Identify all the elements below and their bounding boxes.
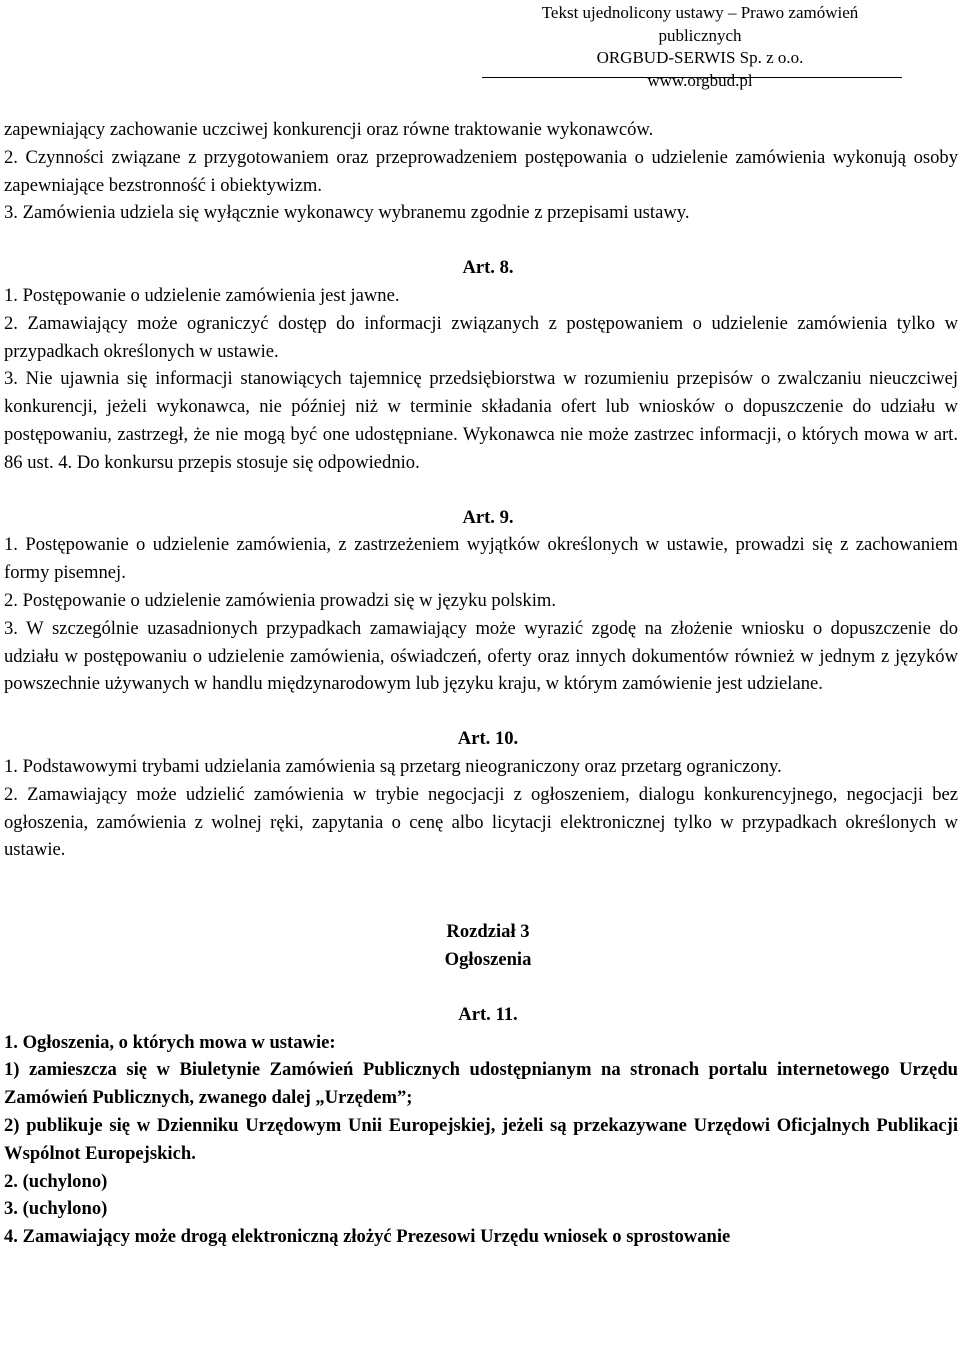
- paragraph-art8-1: 1. Postępowanie o udzielenie zamówienia jest jawne.: [4, 284, 400, 306]
- article-11-heading: Art. 11.: [458, 1003, 518, 1025]
- article-9-heading: Art. 9.: [462, 506, 514, 528]
- article-10-heading: Art. 10.: [457, 728, 519, 750]
- article-8-heading: Art. 8.: [462, 257, 514, 279]
- paragraph-art8-3: 3. Nie ujawnia się informacji stanowiących tajemnicę przedsiębiorstwa w rozumieniu przepisów o zwalczaniu nieuczciwej konkurencji, jeżeli wykonawca, nie później niż w terminie składania ofert lub wniosków o dopuszczenie do udziału w postępowaniu, zastrzegł, że nie mogą być one udostępniane. Wykonawca nie może zastrzec informacji, o których mowa w art. 86 ust. 4. Do konkursu przepis stosuje się odpowiednio.: [4, 368, 958, 473]
- document-body: [4, 116, 958, 1251]
- paragraph-art11-1: 1. Ogłoszenia, o których mowa w ustawie:: [4, 1031, 336, 1053]
- header-publisher: ORGBUD-SERWIS Sp. z o.o.: [596, 48, 804, 67]
- header-title: Tekst ujednolicony ustawy – Prawo zamówień publicznych: [541, 3, 859, 45]
- paragraph-art9-3: 3. W szczególnie uzasadnionych przypadkach zamawiający może wyrazić zgodę na złożenie wniosku o dopuszczenie do udziału w postępowaniu o udzielenie zamówienia, oświadczeń, oferty oraz innych dokumentów również w jednym z języków powszechnie używanych w handlu międzynarodowym lub języku kraju, w którym zamówienie jest udzielane.: [4, 617, 958, 695]
- page-header: [500, 2, 900, 92]
- paragraph-art11-1-point1: 1) zamieszcza się w Biuletynie Zamówień Publicznych udostępnianym na stronach portalu internetowego Urzędu Zamówień Publicznych, zwanego dalej „Urzędem”;: [4, 1059, 958, 1109]
- paragraph-art10-1: 1. Podstawowymi trybami udzielania zamówienia są przetarg nieograniczony oraz przetarg ograniczony.: [4, 755, 782, 777]
- paragraph-art9-1: 1. Postępowanie o udzielenie zamówienia, z zastrzeżeniem wyjątków określonych w ustawie, prowadzi się z zachowaniem formy pisemnej.: [4, 534, 958, 584]
- header-website: www.orgbud.pl: [647, 70, 753, 90]
- chapter-title: Ogłoszenia: [444, 948, 532, 970]
- paragraph-art10-2: 2. Zamawiający może udzielić zamówienia w trybie negocjacji z ogłoszeniem, dialogu konkurencyjnego, negocjacji bez ogłoszenia, zamówienia z wolnej ręki, zapytania o cenę albo licytacji elektronicznej tylko w przypadkach określonych w ustawie.: [4, 783, 958, 861]
- header-divider: [482, 77, 902, 78]
- paragraph-art11-4: 4. Zamawiający może drogą elektroniczną złożyć Prezesowi Urzędu wniosek o sprostowanie: [4, 1226, 731, 1248]
- paragraph-art11-1-point2: 2) publikuje się w Dzienniku Urzędowym Unii Europejskiej, jeżeli są przekazywane Urzędowi Oficjalnych Publikacji Wspólnot Europejskich.: [4, 1114, 958, 1164]
- paragraph-art7-3: 3. Zamówienia udziela się wyłącznie wykonawcy wybranemu zgodnie z przepisami ustawy.: [4, 202, 690, 224]
- paragraph-art11-3: 3. (uchylono): [4, 1198, 108, 1220]
- paragraph-continuation: zapewniający zachowanie uczciwej konkurencji oraz równe traktowanie wykonawców.: [4, 119, 654, 140]
- paragraph-art8-2: 2. Zamawiający może ograniczyć dostęp do informacji związanych z postępowaniem o udzielenie zamówienia tylko w przypadkach określonych w ustawie.: [4, 312, 958, 362]
- paragraph-art11-2: 2. (uchylono): [4, 1170, 108, 1192]
- paragraph-art7-2: 2. Czynności związane z przygotowaniem oraz przeprowadzeniem postępowania o udzielenie zamówienia wykonują osoby zapewniające bezstronność i obiektywizm.: [4, 146, 958, 196]
- chapter-number: Rozdział 3: [446, 921, 530, 943]
- paragraph-art9-2: 2. Postępowanie o udzielenie zamówienia prowadzi się w języku polskim.: [4, 589, 556, 611]
